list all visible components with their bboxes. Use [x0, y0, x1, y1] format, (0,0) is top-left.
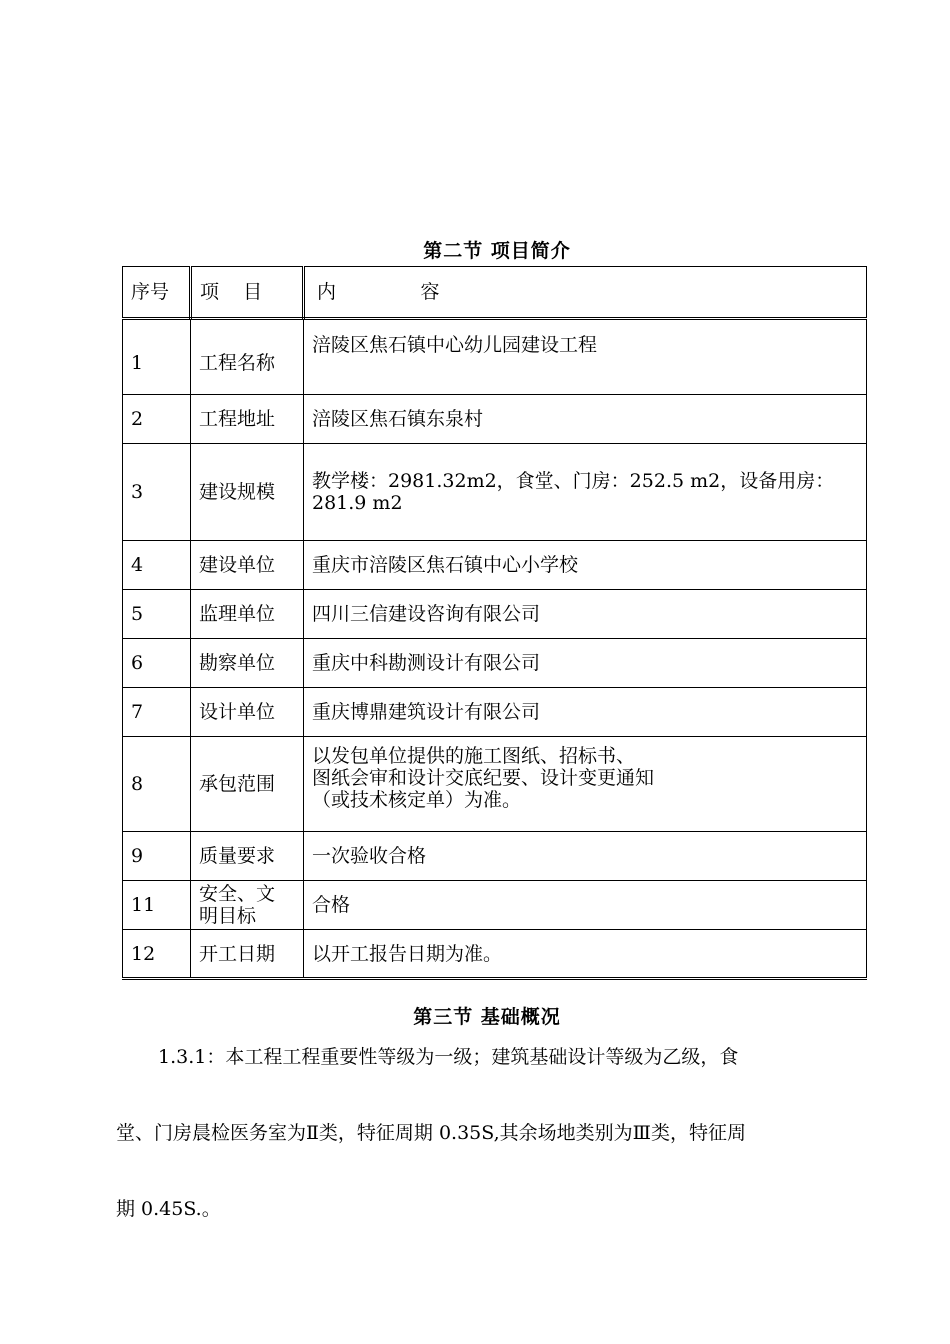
- header-no: 序号: [123, 267, 191, 319]
- paragraph-line: 堂、门房晨检医务室为Ⅱ类，特征周期 0.35S,其余场地类别为Ⅲ类，特征周: [116, 1122, 746, 1144]
- row-item: 监理单位: [191, 590, 304, 639]
- row-content: 重庆中科勘测设计有限公司: [304, 639, 867, 688]
- header-item: 项 目: [191, 267, 304, 319]
- row-content: [304, 737, 867, 832]
- row-item: 开工日期: [191, 930, 304, 979]
- row-item: 建设单位: [191, 541, 304, 590]
- row-no: 9: [123, 832, 191, 881]
- row-content: 涪陵区焦石镇中心幼儿园建设工程: [304, 319, 867, 395]
- paragraph-line: 期 0.45S.。: [116, 1198, 221, 1220]
- section-2-title: 第二节 项目简介: [423, 240, 571, 262]
- row-content: 重庆市涪陵区焦石镇中心小学校: [304, 541, 867, 590]
- item-line: 安全、文: [199, 883, 276, 905]
- row-no: 4: [123, 541, 191, 590]
- row-content: 重庆博鼎建筑设计有限公司: [304, 688, 867, 737]
- content-line: 以发包单位提供的施工图纸、招标书、: [312, 745, 636, 767]
- row-no: 8: [123, 737, 191, 832]
- table-row: [123, 319, 867, 395]
- content-line: 图纸会审和设计交底纪要、设计变更通知: [312, 767, 655, 789]
- paragraph-line: 1.3.1：本工程工程重要性等级为一级；建筑基础设计等级为乙级，食: [158, 1046, 739, 1068]
- table-row: [123, 395, 867, 444]
- row-content: 涪陵区焦石镇东泉村: [304, 395, 867, 444]
- table-row: [123, 688, 867, 737]
- row-item: 勘察单位: [191, 639, 304, 688]
- row-item: 工程名称: [191, 319, 304, 395]
- table-row: [123, 639, 867, 688]
- content-line: （或技术核定单）为准。: [312, 789, 522, 811]
- row-content: 一次验收合格: [304, 832, 867, 881]
- table-row: [123, 832, 867, 881]
- row-item: 工程地址: [191, 395, 304, 444]
- table-row: [123, 590, 867, 639]
- project-info-table: [122, 266, 867, 980]
- row-no: 7: [123, 688, 191, 737]
- row-content: 教学楼：2981.32m2，食堂、门房：252.5 m2，设备用房：281.9 m2: [304, 444, 867, 541]
- row-no: 12: [123, 930, 191, 979]
- row-item: 设计单位: [191, 688, 304, 737]
- section-3-title: 第三节 基础概况: [413, 1006, 561, 1028]
- row-content: 以开工报告日期为准。: [304, 930, 867, 979]
- row-no: 3: [123, 444, 191, 541]
- row-item: 承包范围: [191, 737, 304, 832]
- row-no: 2: [123, 395, 191, 444]
- row-item: 质量要求: [191, 832, 304, 881]
- table-row: [123, 737, 867, 832]
- header-content: 内 容: [304, 267, 867, 319]
- row-no: 11: [123, 881, 191, 930]
- row-no: 5: [123, 590, 191, 639]
- row-item: [191, 881, 304, 930]
- table-header-row: [123, 267, 867, 319]
- row-no: 1: [123, 319, 191, 395]
- row-content: 四川三信建设咨询有限公司: [304, 590, 867, 639]
- table-row: [123, 444, 867, 541]
- table-row: [123, 930, 867, 979]
- row-content: 合格: [304, 881, 867, 930]
- table-row: [123, 881, 867, 930]
- row-item: 建设规模: [191, 444, 304, 541]
- item-line: 明目标: [199, 905, 257, 927]
- table-row: [123, 541, 867, 590]
- row-no: 6: [123, 639, 191, 688]
